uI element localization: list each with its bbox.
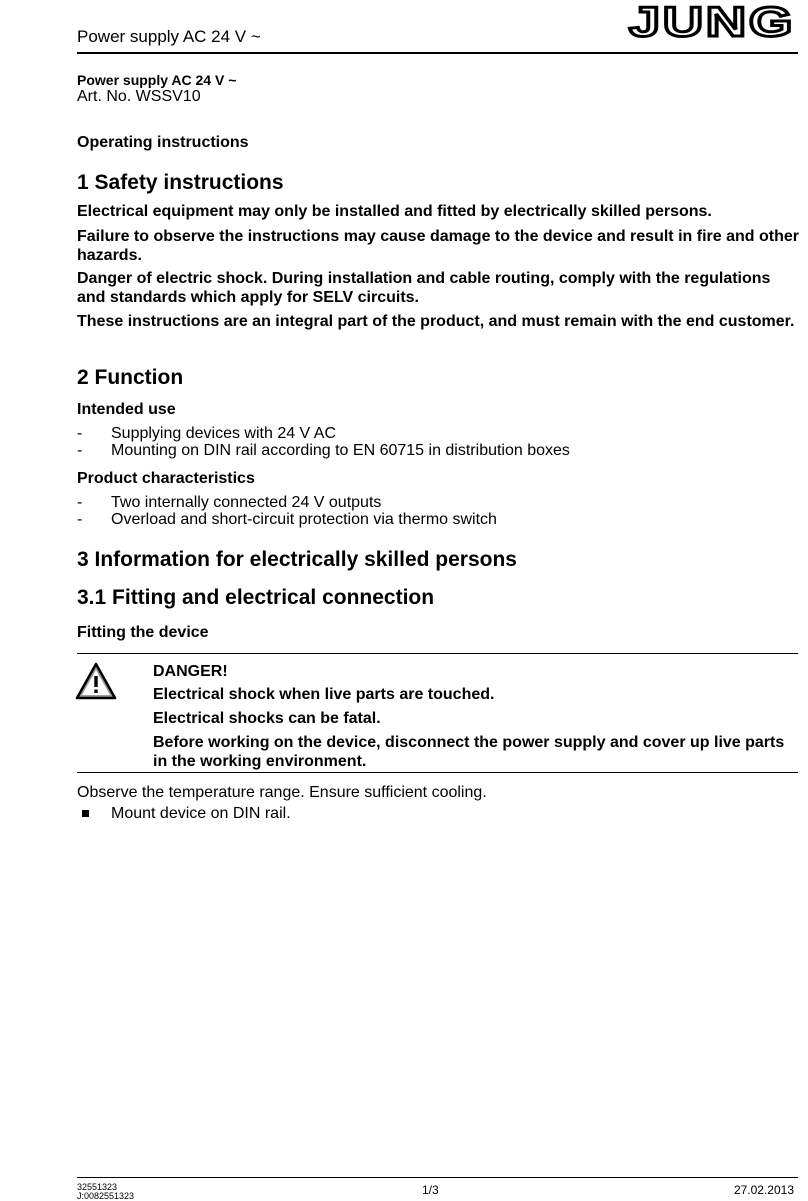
dash-marker: - (77, 442, 83, 459)
document-type: Operating instructions (77, 134, 249, 151)
section-heading-safety: 1 Safety instructions (77, 171, 284, 194)
warning-top-rule (77, 653, 798, 654)
subheading-intended-use: Intended use (77, 401, 176, 418)
header-title: Power supply AC 24 V ~ (77, 27, 261, 46)
section-heading-fitting: 3.1 Fitting and electrical connection (77, 586, 435, 609)
section-heading-function: 2 Function (77, 366, 184, 389)
warning-title: DANGER! (153, 663, 228, 680)
list-item-text: Mounting on DIN rail according to EN 60715 in distribution boxes (111, 442, 570, 459)
list-item-text: Overload and short-circuit protection via thermo switch (111, 511, 497, 528)
warning-bottom-rule (77, 772, 798, 773)
safety-paragraph: Danger of electric shock. During installation and cable routing, comply with the regulations and standards which apply for SELV circuits. (77, 270, 771, 306)
footer-divider (77, 1177, 798, 1178)
dash-marker: - (77, 425, 83, 442)
footer-job-id: J:0082551323 (77, 1191, 135, 1201)
footer-date: 27.02.2013 (733, 1183, 794, 1197)
warning-line: Before working on the device, disconnect the power supply and cover up live parts in the working environment. (153, 734, 785, 770)
dash-marker: - (77, 494, 83, 511)
subheading-fitting-device: Fitting the device (77, 624, 209, 641)
square-bullet-icon (82, 810, 89, 817)
safety-paragraph: Failure to observe the instructions may cause damage to the device and result in fire and other hazards. (77, 228, 799, 264)
footer-document-id: 32551323 (77, 1182, 118, 1192)
subheading-product-characteristics: Product characteristics (77, 470, 255, 487)
safety-paragraph: These instructions are an integral part of the product, and must remain with the end customer. (77, 313, 795, 330)
instruction-step-text: Mount device on DIN rail. (111, 805, 291, 822)
product-title: Power supply AC 24 V ~ (77, 72, 237, 88)
page-number: 1/3 (422, 1183, 439, 1197)
safety-paragraph: Electrical equipment may only be installed and fitted by electrically skilled persons. (77, 203, 712, 220)
header-divider (77, 52, 798, 54)
warning-line: Electrical shock when live parts are touched. (153, 686, 495, 703)
section-heading-information: 3 Information for electrically skilled persons (77, 548, 517, 571)
dash-marker: - (77, 511, 83, 528)
temperature-note: Observe the temperature range. Ensure sufficient cooling. (77, 784, 487, 801)
warning-line: Electrical shocks can be fatal. (153, 710, 381, 727)
warning-triangle-icon (75, 662, 117, 700)
jung-logo (626, 3, 798, 43)
list-item-text: Supplying devices with 24 V AC (111, 425, 337, 442)
svg-text:JUNG: JUNG (629, 3, 795, 43)
list-item-text: Two internally connected 24 V outputs (111, 494, 382, 511)
article-number: Art. No. WSSV10 (77, 88, 201, 105)
